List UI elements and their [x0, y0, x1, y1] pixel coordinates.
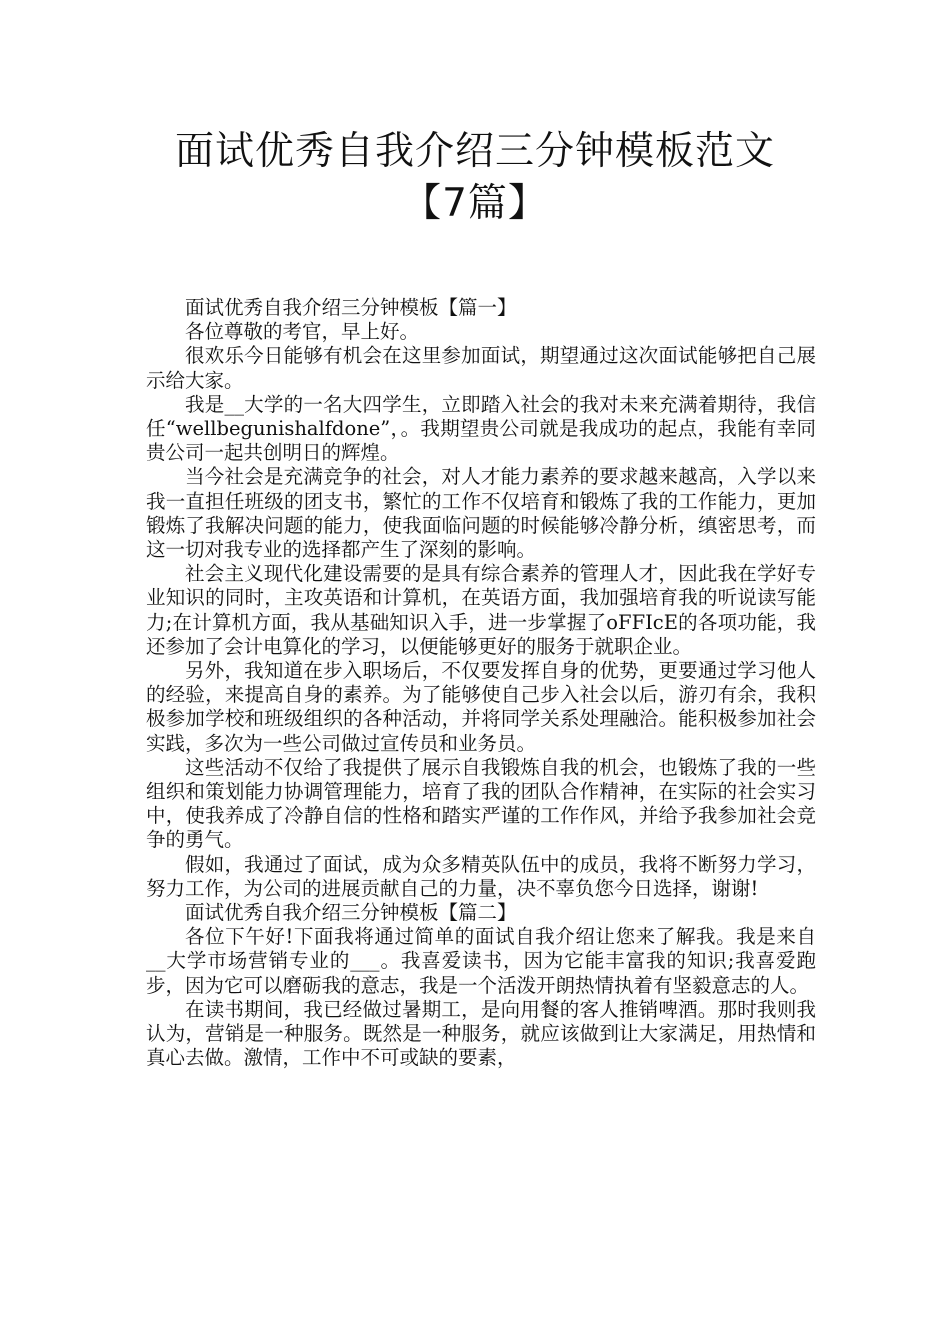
section-heading-1: 面试优秀自我介绍三分钟模板【篇一】: [185, 296, 517, 319]
paragraph: 在读书期间，我已经做过暑期工，是向用餐的客人推销啤酒。那时我则我认为，营销是一种服务。既然是一种服务，就应该做到让大家满足，用热情和真心去做。激情，工作中不可或缺的要素，: [146, 997, 816, 1070]
paragraph: 我是__大学的一名大四学生，立即踏入社会的我对未来充满着期待，我信任“wellbegunishalfdone”，。我期望贵公司就是我成功的起点，我能有幸同贵公司一起共创明日的辉煌。: [146, 392, 816, 465]
paragraph: 各位尊敬的考官，早上好。: [185, 320, 420, 344]
paragraph: 各位下午好!下面我将通过简单的面试自我介绍让您来了解我。我是来自__大学市场营销专业的___。我喜爱读书，因为它能丰富我的知识;我喜爱跑步，因为它可以磨砺我的意志，我是一个活泼开朗热情执着有坚毅意志的人。: [146, 925, 816, 997]
paragraph: 当今社会是充满竞争的社会，对人才能力素养的要求越来越高，入学以来我一直担任班级的团支书，繁忙的工作不仅培育和锻炼了我的工作能力，更加锻炼了我解决问题的能力，使我面临问题的时候能够冷静分析，缜密思考，而这一切对我专业的选择都产生了深刻的影响。: [146, 465, 816, 562]
document-body: [146, 296, 816, 1071]
paragraph: 这些活动不仅给了我提供了展示自我锻炼自我的机会，也锻炼了我的一些组织和策划能力协调管理能力，培育了我的团队合作精神，在实际的社会实习中，使我养成了冷静自信的性格和踏实严谨的工作作风，并给予我参加社会竞争的勇气。: [146, 755, 816, 852]
paragraph: 很欢乐今日能够有机会在这里参加面试，期望通过这次面试能够把自己展示给大家。: [146, 344, 816, 392]
paragraph: 假如，我通过了面试，成为众多精英队伍中的成员，我将不断努力学习，努力工作，为公司的进展贡献自己的力量，决不辜负您今日选择，谢谢!: [146, 852, 816, 900]
paragraph: 另外，我知道在步入职场后，不仅要发挥自身的优势，更要通过学习他人的经验，来提高自身的素养。为了能够使自己步入社会以后，游刃有余，我积极参加学校和班级组织的各种活动，并将同学关系处理融洽。能积极参加社会实践，多次为一些公司做过宣传员和业务员。: [146, 659, 816, 755]
section-heading-2: 面试优秀自我介绍三分钟模板【篇二】: [185, 901, 517, 925]
paragraph: 社会主义现代化建设需要的是具有综合素养的管理人才，因此我在学好专业知识的同时，主攻英语和计算机，在英语方面，我加强培育我的听说读写能力;在计算机方面，我从基础知识入手，进一步掌握了oFFIcE的各项功能，我还参加了会计电算化的学习，以便能够更好的服务于就职企业。: [146, 562, 816, 658]
document-title: 面试优秀自我介绍三分钟模板范文【7篇】: [174, 129, 775, 226]
